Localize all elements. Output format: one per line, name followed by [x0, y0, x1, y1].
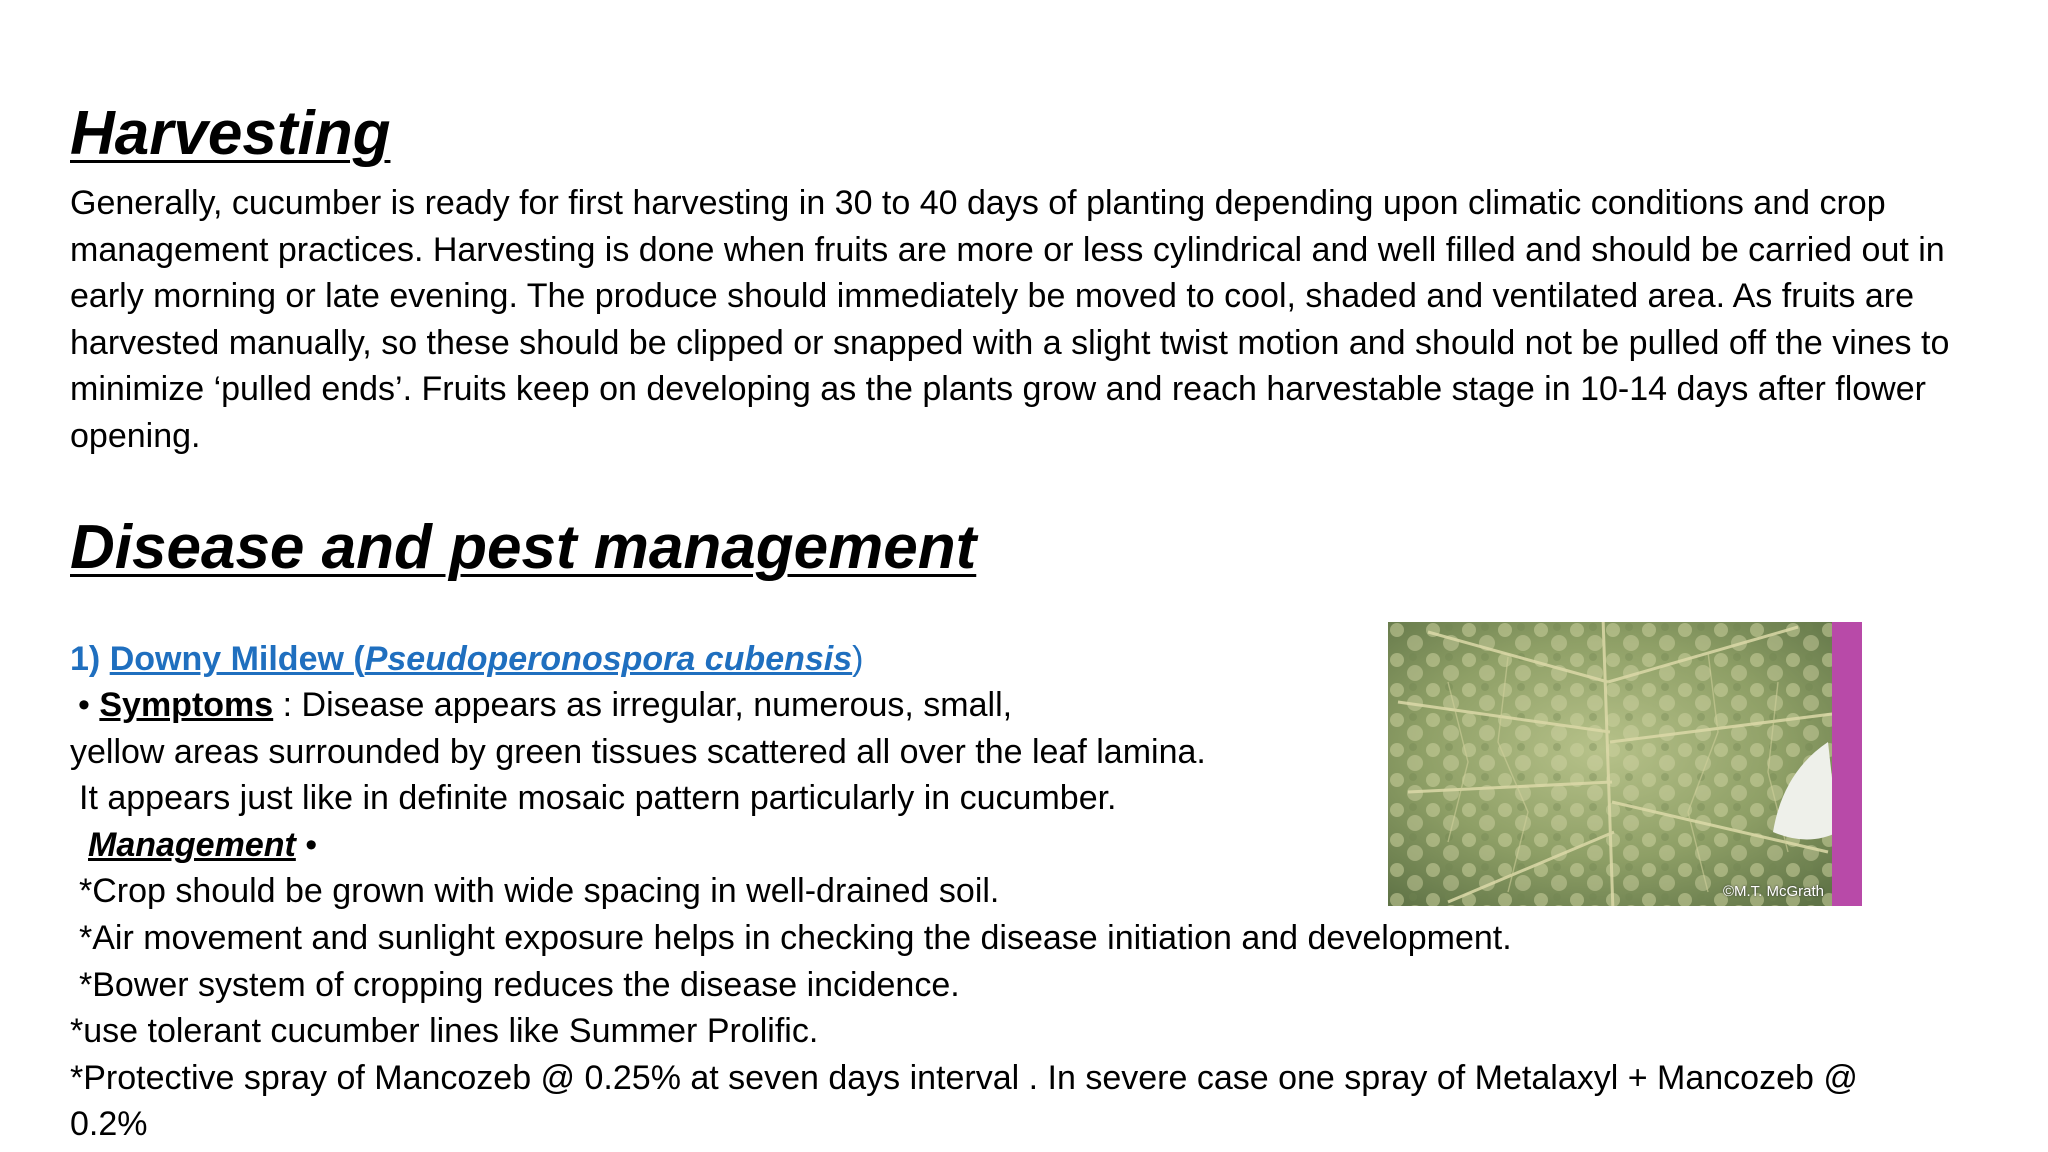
management-item: *Protective spray of Mancozeb @ 0.25% at seven days interval . In severe case one spray of Metalaxyl + Mancozeb @ [70, 1059, 1858, 1097]
scientific-name-link[interactable]: Pseudoperonospora cubensis [364, 640, 853, 678]
symptoms-line-2: yellow areas surrounded by green tissues scattered all over the leaf lamina. [70, 733, 1206, 771]
management-label: Management [88, 826, 296, 864]
downy-mildew-link[interactable]: Downy Mildew [109, 640, 354, 678]
paren-open: ( [353, 640, 365, 678]
management-item: *Air movement and sunlight exposure helps in checking the disease initiation and development. [79, 919, 1512, 957]
management-item: *use tolerant cucumber lines like Summer Prolific. [70, 1012, 819, 1050]
management-item: *Bower system of cropping reduces the disease incidence. [79, 966, 960, 1004]
management-line [70, 822, 317, 868]
symptoms-line-1 [78, 682, 1012, 728]
harvesting-heading: Harvesting [70, 99, 391, 168]
disease-item-title [70, 636, 863, 682]
management-item: 0.2% [70, 1105, 148, 1143]
item-number: 1) [70, 640, 101, 678]
image-watermark: ©M.T. McGrath [1722, 883, 1824, 900]
paren-close: ) [852, 640, 864, 678]
management-bullet: • [295, 826, 318, 864]
leaf-illustration [1388, 622, 1862, 906]
management-item: *Crop should be grown with wide spacing in well-drained soil. [79, 872, 1000, 910]
bullet-icon: • [78, 686, 90, 724]
symptoms-text-1: : Disease appears as irregular, numerous, small, [273, 686, 1013, 724]
symptoms-label: Symptoms [99, 686, 274, 724]
disease-heading: Disease and pest management [70, 513, 977, 582]
harvesting-paragraph: Generally, cucumber is ready for first harvesting in 30 to 40 days of planting depending upon climatic conditions and crop management practices. Harvesting is done when fruits are more or less cylindrical and well filled and should be carried out in early morning or late evening. The produce should immediately be moved to cool, shaded and ventilated area. As fruits are harvested manually, so these should be clipped or snapped with a slight twist motion and should not be pulled off the vines to minimize ‘pulled ends’. Fruits keep on developing as the plants grow and reach harvestable stage in 10-14 days after flower opening. [70, 184, 1950, 455]
downy-mildew-leaf-image [1388, 622, 1862, 906]
symptoms-line-3: It appears just like in definite mosaic pattern particularly in cucumber. [79, 779, 1117, 817]
